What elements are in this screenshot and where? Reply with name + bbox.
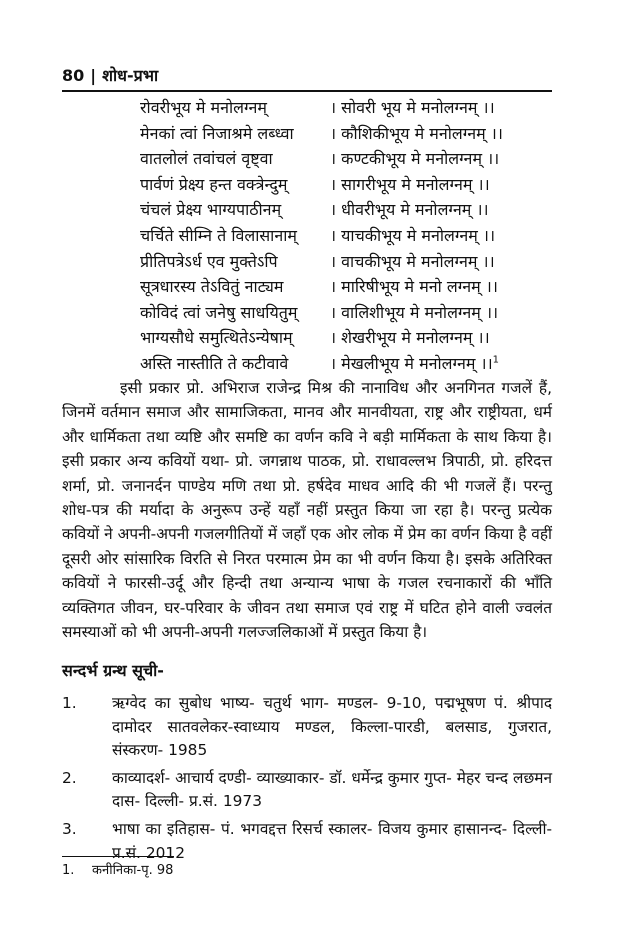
header-text	[62, 65, 158, 87]
verse-line	[140, 300, 580, 326]
verse-line	[140, 197, 580, 223]
verse-second-half-text: । वालिशीभूय मे मनोलग्नम् ।।	[330, 302, 499, 322]
verse-line	[140, 146, 580, 172]
header-separator: |	[90, 66, 97, 85]
footnote-divider	[62, 856, 174, 857]
verse-second-half	[330, 223, 495, 249]
verse-second-half-text: । सोवरी भूय मे मनोलग्नम् ।।	[330, 98, 495, 117]
verse-second-half	[330, 95, 495, 121]
verse-second-half	[330, 274, 498, 300]
verse-first-half: वातलोलं तवांचलं वृष्ट्वा	[140, 149, 273, 169]
verse-line	[140, 351, 580, 377]
paragraph-text: इसी प्रकार प्रो. अभिराज राजेन्द्र मिश्र की नानाविध और अनगिनत गजलें हैं, जिनमें वर्तमान समाज और सामाजिकता, मानव और मानवीयता, राष्ट्र और राष्ट्रीयता, धर्म और धार्मिकता तथा व्यष्टि और समष्टि का वर्णन कवि ने बड़ी मार्मिकता के साथ किया है। इसी प्रकार अन्य कवियों यथा- प्रो. जगन्नाथ पाठक, प्रो. राधावल्लभ त्रिपाठी, प्रो. हरिदत्त शर्मा, प्रो. जनानर्दन पाण्डेय मणि तथा प्रो. हर्षदेव माधव आदि की भी गजलें हैं। परन्तु शोध-पत्र की मर्यादा के अनुरूप उन्हें यहाँ नहीं प्रस्तुत किया जा रहा है। परन्तु प्रत्येक कवियों ने अपनी-अपनी गजलगीतियों में जहाँ एक ओर लोक में प्रेम का वर्णन किया है वहीं दूसरी ओर सांसारिक विरति से निरत परमात्म प्रेम का भी वर्णन किया है। इसके अतिरिक्त कवियों ने फारसी-उर्दू और हिन्दी तथा अन्यान्य भाषा के गजल रचनाकारों की भाँति व्यक्तिगत जीवन, घर-परिवार के जीवन तथा समाज एवं राष्ट्र में घटित होने वाली ज्वलंत समस्याओं को भी अपनी-अपनी गलज्जलिकाओं में प्रस्तुत किया है।	[62, 379, 552, 642]
journal-name: शोध-प्रभा	[102, 66, 159, 85]
verse-first-half: मेनकां त्वां निजाश्रमे लब्ध्वा	[140, 123, 294, 143]
verse-second-half	[330, 325, 490, 351]
verse-line	[140, 325, 580, 351]
verse-block	[140, 95, 580, 377]
verse-second-half	[330, 172, 490, 198]
verse-second-half	[330, 249, 495, 275]
bibliography-item	[62, 692, 552, 763]
verse-second-half-text: । शेखरीभूय मे मनोलग्नम् ।।	[330, 328, 490, 348]
verse-second-half	[330, 197, 489, 223]
verse-line	[140, 172, 580, 198]
footnote-number: 1.	[62, 863, 75, 878]
verse-second-half	[330, 300, 498, 326]
verse-line	[140, 223, 580, 249]
verse-second-half-text: । याचकीभूय मे मनोलग्नम् ।।	[330, 225, 496, 245]
verse-second-half-text: । धीवरीभूय मे मनोलग्नम् ।।	[330, 200, 489, 220]
verse-line	[140, 95, 580, 121]
bibliography-list	[62, 692, 552, 869]
footnote-marker: 1	[492, 354, 500, 366]
bibliography-text: ऋग्वेद का सुबोध भाष्य- चतुर्थ भाग- मण्डल- 9-10, पद्मभूषण पं. श्रीपाद दामोदर सातवलेकर-स्वाध्याय मण्डल, किल्ला-पारडी, बलसाड, गुजरात, संस्करण- 1985	[112, 694, 552, 760]
verse-first-half: रोवरीभूय मे मनोलग्नम्	[140, 98, 267, 117]
verse-second-half-text: । मेखलीभूय मे मनोलग्नम् ।।	[330, 353, 493, 373]
page-header	[62, 52, 552, 92]
bibliography-number: 3.	[62, 819, 77, 838]
verse-line	[140, 249, 580, 275]
verse-second-half-text: । कौशिकीभूय मे मनोलग्नम् ।।	[330, 123, 503, 143]
verse-first-half: भाग्यसौधे समुत्थितेऽन्येषाम्	[140, 328, 293, 348]
bibliography-title: सन्दर्भ ग्रन्थ सूची-	[62, 661, 164, 680]
bibliography-number: 2.	[62, 768, 77, 787]
footnote-text: कनीनिका-पृ. 98	[92, 863, 174, 878]
verse-line	[140, 121, 580, 147]
verse-first-half: सूत्रधारस्य तेऽवितुं नाट्यम	[140, 277, 284, 297]
bibliography-item	[62, 767, 552, 814]
verse-second-half	[330, 146, 499, 172]
bibliography-item	[62, 818, 552, 865]
body-paragraph	[62, 376, 552, 644]
verse-second-half-text: । कण्टकीभूय मे मनोलग्नम् ।।	[330, 149, 500, 169]
verse-second-half-text: । मारिषीभूय मे मनो लग्नम् ।।	[330, 277, 498, 297]
verse-first-half: पार्वणं प्रेक्ष्य हन्त वक्त्रेन्दुम्	[140, 174, 288, 194]
verse-first-half: चंचलं प्रेक्ष्य भाग्यपाठीनम्	[140, 200, 282, 220]
verse-first-half: चर्चिते सीम्नि ते विलासानाम्	[140, 225, 297, 245]
bibliography-number: 1.	[62, 694, 77, 712]
verse-first-half: अस्ति नास्तीति ते कटीवावे	[140, 353, 289, 373]
bibliography-text: भाषा का इतिहास- पं. भगवद्दत्त रिसर्च स्कालर- विजय कुमार हासानन्द- दिल्ली- प्र.सं. 2012	[112, 819, 552, 862]
page-number: 80	[62, 66, 85, 85]
verse-second-half	[330, 121, 503, 147]
footnote	[62, 862, 173, 880]
verse-line	[140, 274, 580, 300]
bibliography-text: काव्यादर्श- आचार्य दण्डी- व्याख्याकार- डॉ. धर्मेन्द्र कुमार गुप्त- मेहर चन्द लछमन दास- दिल्ली- प्र.सं. 1973	[112, 768, 552, 811]
verse-second-half-text: । वाचकीभूय मे मनोलग्नम् ।।	[330, 251, 495, 271]
verse-second-half-text: । सागरीभूय मे मनोलग्नम् ।।	[330, 174, 490, 194]
verse-first-half: प्रीतिपत्रेऽर्ध एव मुक्तेऽपि	[140, 251, 278, 271]
verse-second-half	[330, 351, 499, 377]
verse-first-half: कोविदं त्वां जनेषु साधयितुम्	[140, 302, 298, 322]
